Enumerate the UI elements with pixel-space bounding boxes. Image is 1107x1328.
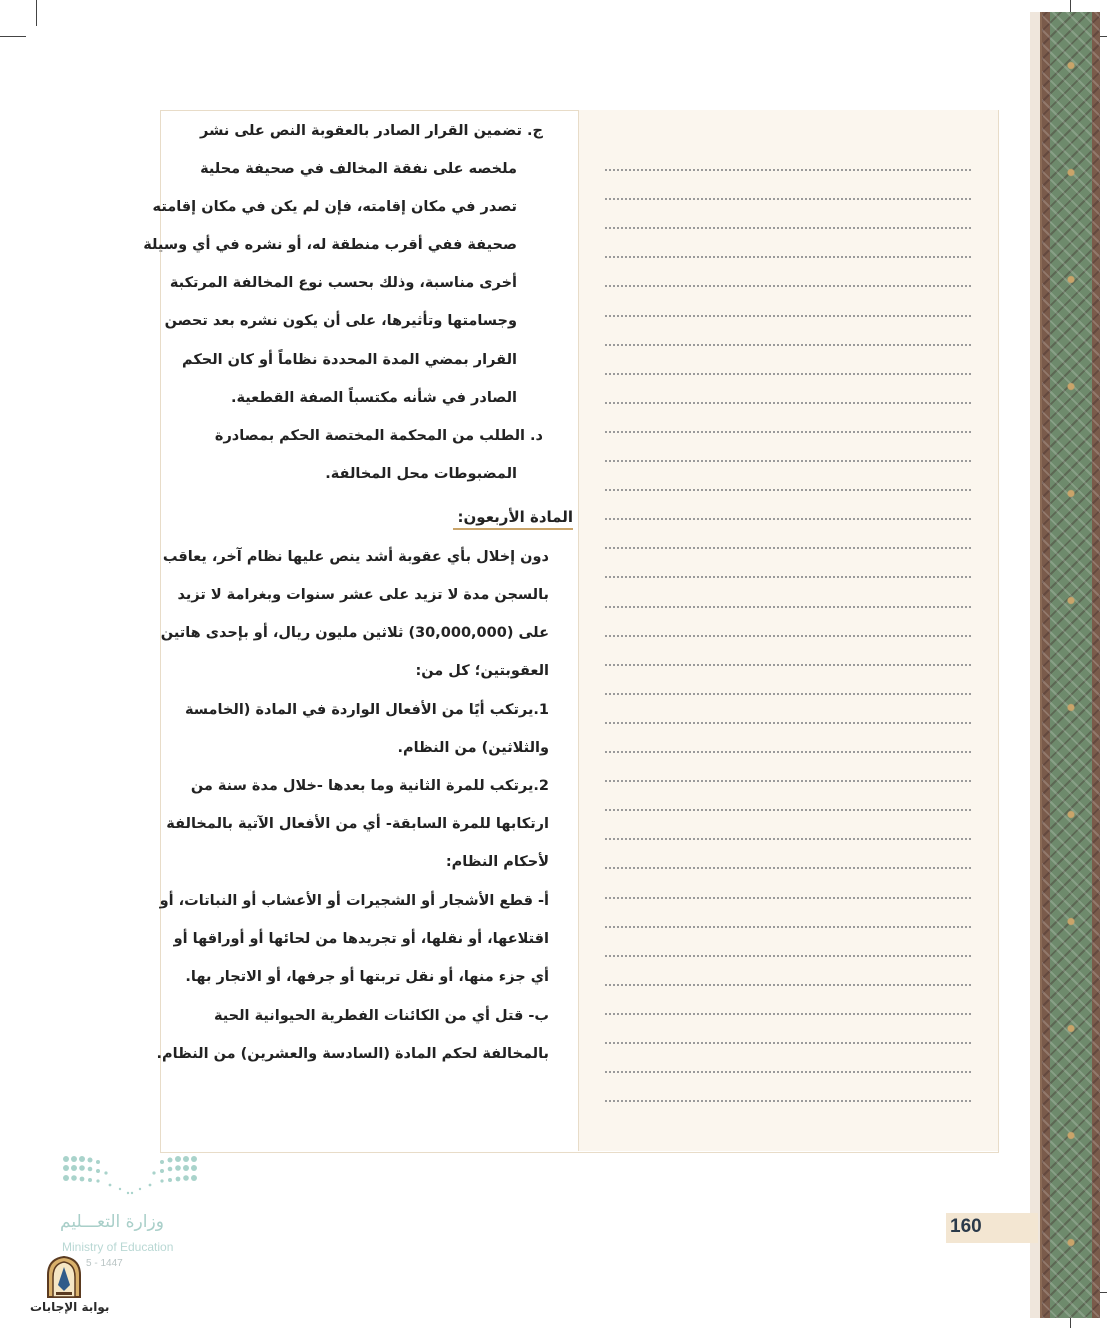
ministry-logo-dots-icon <box>62 1155 198 1199</box>
note-line <box>605 897 971 899</box>
text-line: وجسامتها وتأثيرها، على أن يكون نشره بعد تحصن <box>164 313 517 329</box>
text-line: 1.يرتكب أيًا من الأفعال الواردة في المادة (الخامسة <box>184 702 549 718</box>
note-line <box>605 431 971 433</box>
page-number-box <box>946 1213 1038 1243</box>
note-line <box>605 460 971 462</box>
note-line <box>605 285 971 287</box>
note-line <box>605 169 971 171</box>
site-name: بوابة الإجابات <box>30 1300 110 1314</box>
page-number: 160 <box>950 1216 982 1237</box>
text-line: دون إخلال بأي عقوبة أشد ينص عليها نظام آخر، يعاقب <box>162 549 549 565</box>
text-line: تصدر في مكان إقامته، فإن لم يكن في مكان إقامته <box>152 199 517 215</box>
text-line: ج. تضمين القرار الصادر بالعقوبة النص على نشر <box>200 123 543 139</box>
ministry-year: 5 - 1447 <box>86 1258 123 1269</box>
text-line: صحيفة ففي أقرب منطقة له، أو نشره في أي وسيلة <box>143 237 517 253</box>
note-line <box>605 489 971 491</box>
page-border-edge <box>1030 12 1040 1318</box>
notes-column <box>578 110 998 1151</box>
crop-mark <box>0 36 26 37</box>
text-line: د. الطلب من المحكمة المختصة الحكم بمصادرة <box>214 428 543 444</box>
note-line <box>605 635 971 637</box>
text-line: ملخصه على نفقة المخالف في صحيفة محلية <box>200 161 517 177</box>
note-line <box>605 1100 971 1102</box>
note-line <box>605 315 971 317</box>
note-line <box>605 373 971 375</box>
text-line: أ- قطع الأشجار أو الشجيرات أو الأعشاب أو النباتات، أو <box>159 893 549 909</box>
text-line: أي جزء منها، أو نقل تربتها أو جرفها، أو الاتجار بها. <box>185 969 549 985</box>
ministry-name-english: Ministry of Education <box>62 1240 174 1254</box>
note-line <box>605 402 971 404</box>
note-line <box>605 984 971 986</box>
text-line: المضبوطات محل المخالفة. <box>325 466 517 482</box>
note-line <box>605 1013 971 1015</box>
text-line: القرار بمضي المدة المحددة نظاماً أو كان الحكم <box>181 352 517 368</box>
note-line <box>605 606 971 608</box>
note-line <box>605 1042 971 1044</box>
note-line <box>605 809 971 811</box>
note-line <box>605 256 971 258</box>
text-line: العقوبتين؛ كل من: <box>415 663 549 679</box>
text-line: على (30,000,000) ثلاثين مليون ريال، أو بإحدى هاتين <box>160 625 549 641</box>
islamic-pattern-border <box>1040 12 1100 1318</box>
site-logo-icon <box>42 1255 86 1299</box>
note-line <box>605 926 971 928</box>
note-line <box>605 751 971 753</box>
text-line: 2.يرتكب للمرة الثانية وما بعدها -خلال مدة سنة من <box>190 778 549 794</box>
note-line <box>605 198 971 200</box>
text-line: بالسجن مدة لا تزيد على عشر سنوات وبغرامة لا تزيد <box>177 587 549 603</box>
note-line <box>605 576 971 578</box>
text-line: ب- قتل أي من الكائنات الفطرية الحيوانية الحية <box>213 1008 549 1024</box>
text-line: والثلاثين) من النظام. <box>397 740 549 756</box>
note-line <box>605 344 971 346</box>
note-line <box>605 867 971 869</box>
note-line <box>605 518 971 520</box>
text-line: بالمخالفة لحكم المادة (السادسة والعشرين) من النظام. <box>156 1046 549 1062</box>
note-line <box>605 693 971 695</box>
note-line <box>605 1071 971 1073</box>
text-line: ارتكابها للمرة السابقة- أي من الأفعال الآتية بالمخالفة <box>166 816 549 832</box>
note-line <box>605 955 971 957</box>
text-line: أخرى مناسبة، وذلك بحسب نوع المخالفة المرتكبة <box>169 275 517 291</box>
text-line: لأحكام النظام: <box>445 854 549 870</box>
note-line <box>605 664 971 666</box>
article-heading: المادة الأربعون: <box>453 508 573 530</box>
note-line <box>605 780 971 782</box>
note-line <box>605 227 971 229</box>
text-line: اقتلاعها، أو نقلها، أو تجريدها من لحائها أو أوراقها أو <box>173 931 549 947</box>
crop-mark <box>36 0 37 26</box>
note-line <box>605 722 971 724</box>
ministry-name-arabic: وزارة التعـــليم <box>60 1212 164 1232</box>
text-line: الصادر في شأنه مكتسباً الصفة القطعية. <box>230 390 517 406</box>
note-line <box>605 838 971 840</box>
note-line <box>605 547 971 549</box>
